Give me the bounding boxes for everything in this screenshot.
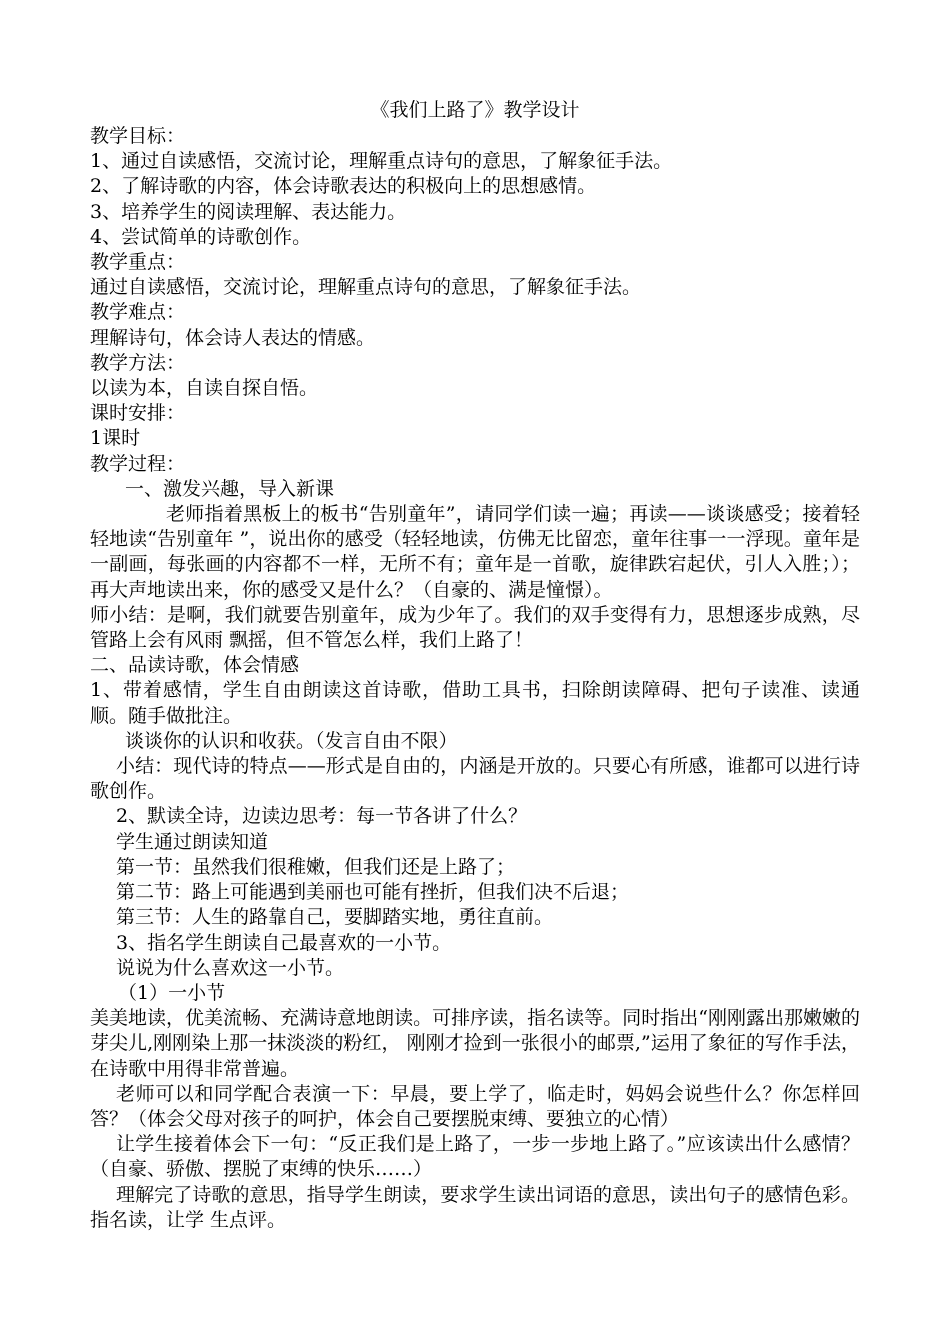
heading-methods: 教学方法： xyxy=(90,351,186,374)
objective-2: 2、了解诗歌的内容，体会诗歌表达的积极向上的思想感情。 xyxy=(90,175,597,198)
role-play-paragraph: 老师可以和同学配合表演一下：早晨，要上学了，临走时，妈妈会说些什么？你怎样回答？（体会父母对孩子的呵护，体会自己要摆脱束缚、要独立的心情） xyxy=(90,1082,860,1130)
heading-process: 教学过程： xyxy=(90,452,186,475)
verse-2-summary: 第二节：路上可能遇到美丽也可能有挫折，但我们决不后退； xyxy=(116,881,630,904)
document-title: 《我们上路了》教学设计 xyxy=(370,99,580,121)
objective-4: 4、尝试简单的诗歌创作。 xyxy=(90,225,312,248)
document-body xyxy=(90,124,860,1233)
heading-schedule: 课时安排： xyxy=(90,402,186,425)
explain-why: 说说为什么喜欢这一小节。 xyxy=(116,956,345,979)
step-3-text: 3、指名学生朗读自己最喜欢的一小节。 xyxy=(116,931,452,954)
schedule-text: 1课时 xyxy=(90,427,141,450)
key-points-text: 通过自读感悟，交流讨论，理解重点诗句的意思，了解象征手法。 xyxy=(90,276,642,299)
verse-3-summary: 第三节：人生的路靠自己，要脚踏实地，勇往直前。 xyxy=(116,906,554,929)
objective-3: 3、培养学生的阅读理解、表达能力。 xyxy=(90,200,407,223)
discussion-text: 谈谈你的认识和收获。（发言自由不限） xyxy=(125,729,458,752)
students-know: 学生通过朗读知道 xyxy=(116,830,269,853)
verse-1-summary: 第一节：虽然我们很稚嫩，但我们还是上路了； xyxy=(116,855,516,878)
objective-1: 1、通过自读感悟，交流讨论，理解重点诗句的意思，了解象征手法。 xyxy=(90,150,673,173)
difficulties-text: 理解诗句，体会诗人表达的情感。 xyxy=(90,326,376,349)
section-1-paragraph: 老师指着黑板上的板书“告别童年”，请同学们读一遍；再读——谈谈感受；接着轻轻地读“告别童年 ”，说出你的感受（轻轻地读，仿佛无比留恋，童年往事一一浮现。童年是一副画，每张画的内容都不一样，无所不有；童年是一首歌，旋律跌宕起伏，引人入胜；）；再大声地读出来，你的感受又是什么？（自豪的、满是憧憬）。 xyxy=(90,503,860,601)
step-1-text: 1、带着感情，学生自由朗读这首诗歌，借助工具书，扫除朗读障碍、把句子读准、读通顺。随手做批注。 xyxy=(90,679,860,727)
heading-key-points: 教学重点： xyxy=(90,251,186,274)
subsection-1-heading: （1）一小节 xyxy=(118,981,226,1004)
step-2-text: 2、默读全诗，边读边思考：每一节各讲了什么？ xyxy=(116,805,528,828)
heading-difficulties: 教学难点： xyxy=(90,301,186,324)
heading-objectives: 教学目标： xyxy=(90,125,186,147)
subsection-1-paragraph: 美美地读，优美流畅、充满诗意地朗读。可排序读，指名读等。同时指出“刚刚露出那嫩嫩的芽尖儿,刚刚染上那一抹淡淡的粉红， 刚刚才捡到一张很小的邮票,”运用了象征的写作手法，在诗歌中用得非常普遍。 xyxy=(90,1007,860,1080)
reading-guidance-paragraph: 理解完了诗歌的意思，指导学生朗读，要求学生读出词语的意思，读出句子的感情色彩。指名读，让学 生点评。 xyxy=(90,1183,860,1231)
section-1-heading: 一、激发兴趣，导入新课 xyxy=(125,477,335,500)
methods-text: 以读为本，自读自探自悟。 xyxy=(90,377,319,400)
section-2-heading: 二、品读诗歌，体会情感 xyxy=(90,654,300,677)
next-line-paragraph: 让学生接着体会下一句：“反正我们是上路了，一步一步地上路了。”应该读出什么感情？（自豪、骄傲、摆脱了束缚的快乐……） xyxy=(90,1133,860,1181)
teacher-summary: 师小结：是啊，我们就要告别童年，成为少年了。我们的双手变得有力，思想逐步成熟，尽管路上会有风雨 飘摇，但不管怎么样，我们上路了！ xyxy=(90,603,860,652)
poetry-summary: 小结：现代诗的特点——形式是自由的，内涵是开放的。只要心有所感，谁都可以进行诗歌创作。 xyxy=(90,755,860,803)
